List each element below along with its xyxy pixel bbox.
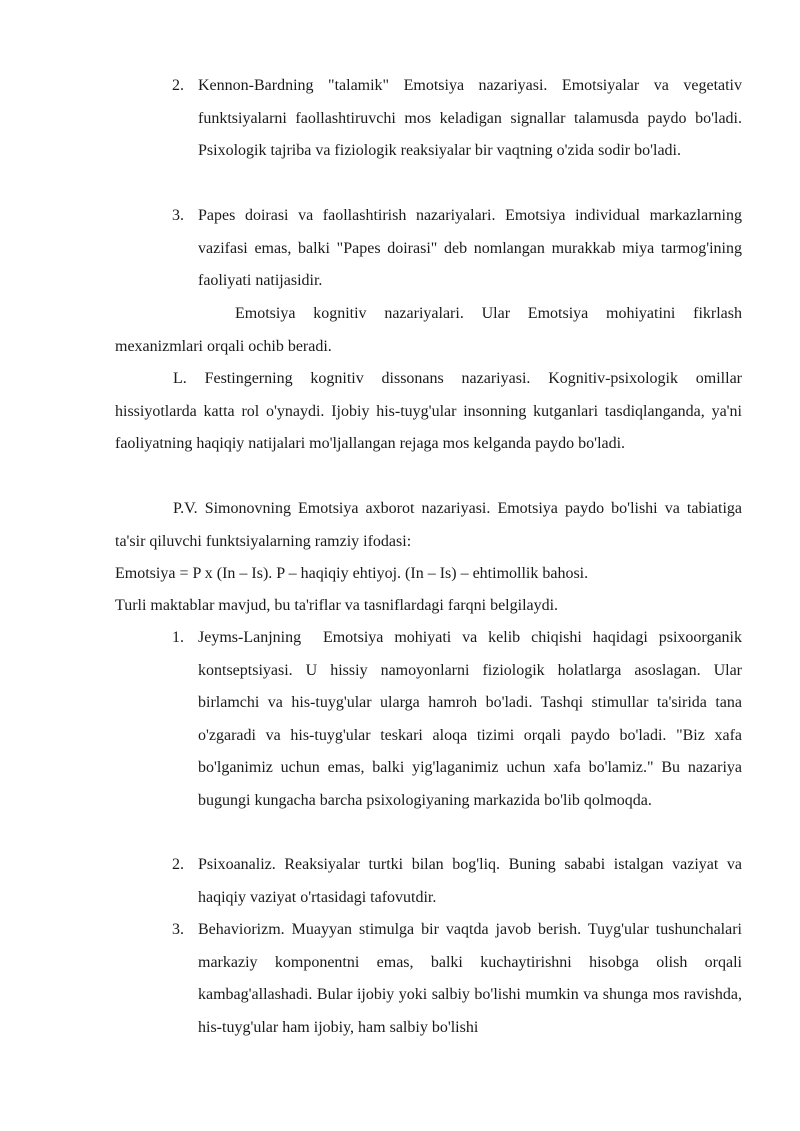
paragraph-festinger: L. Festingerning kognitiv dissonans nazariyasi. Kognitiv-psixologik omillar hissiyotlarda katta rol o'ynaydi. Ijobiy his-tuyg'ular insonning kutganlari tasdiqlanganda, ya'ni faoliyatning haqiqiy natijalari mo'ljallangan rejaga mos kelganda paydo bo'ladi. <box>115 370 742 452</box>
list-item-number: 1. <box>172 629 184 646</box>
list-item <box>172 849 742 914</box>
list-item <box>172 622 746 817</box>
list-item-number: 2. <box>172 77 184 94</box>
list-item-text: Jeyms-Lanjning Emotsiya mohiyati va kelib chiqishi haqidagi psixoorganik kontseptsiyasi. U hissiy namoyonlarni fiziologik holatlarga asoslagan. Ular birlamchi va his-tuyg'ular ularga hamroh bo'ladi. Tashqi stimullar ta'sirida tana o'zgaradi va his-tuyg'ular teskari aloqa tizimi orqali paydo bo'ladi. "Biz xafa bo'lganimiz uchun emas, balki yig'laganimiz uchun xafa bo'lamiz." Bu nazariya bugungi kungacha barcha psixologiyaning markazida bo'lib qolmoqda. <box>198 629 746 809</box>
list-item-text: Psixoanaliz. Reaksiyalar turtki bilan bog'liq. Buning sababi istalgan vaziyat va haqiqiy vaziyat o'rtasidagi tafovutdir. <box>198 856 742 906</box>
list-item <box>172 200 742 298</box>
list-item <box>172 914 742 1044</box>
paragraph-simonov: P.V. Simonovning Emotsiya axborot nazariyasi. Emotsiya paydo bo'lishi va tabiatiga ta'sir qiluvchi funktsiyalarning ramziy ifodasi: <box>115 500 742 550</box>
list-item-number: 3. <box>172 207 184 224</box>
list-item-text: Papes doirasi va faollashtirish nazariyalari. Emotsiya individual markazlarning vazifasi emas, balki "Papes doirasi" deb nomlangan murakkab miya tarmog'ining faoliyati natijasidir. <box>198 207 742 289</box>
paragraph-schools: Turli maktablar mavjud, bu ta'riflar va tasniflardagi farqni belgilaydi. <box>115 597 559 614</box>
list-item-text: Kennon-Bardning "talamik" Emotsiya nazariyasi. Emotsiyalar va vegetativ funktsiyalarni faollashtiruvchi mos keladigan signallar talamusda paydo bo'ladi. Psixologik tajriba va fiziologik reaksiyalar bir vaqtning o'zida sodir bo'ladi. <box>198 77 742 159</box>
list-item <box>172 70 742 168</box>
list-item-number: 3. <box>172 921 184 938</box>
list-item-number: 2. <box>172 856 184 873</box>
paragraph-cognitive-theories: Emotsiya kognitiv nazariyalari. Ular Emotsiya mohiyatini fikrlash mexanizmlari orqali ochib beradi. <box>115 305 742 355</box>
list-item-text: Behaviorizm. Muayyan stimulga bir vaqtda javob berish. Tuyg'ular tushunchalari markaziy komponentni emas, balki kuchaytirishni hisobga olish orqali kambag'allashadi. Bular ijobiy yoki salbiy bo'lishi mumkin va shunga mos ravishda, his-tuyg'ular ham ijobiy, ham salbiy bo'lishi <box>198 921 742 1036</box>
formula-line: Emotsiya = P x (In – Is). P – haqiqiy ehtiyoj. (In – Is) – ehtimollik bahosi. <box>115 565 589 582</box>
